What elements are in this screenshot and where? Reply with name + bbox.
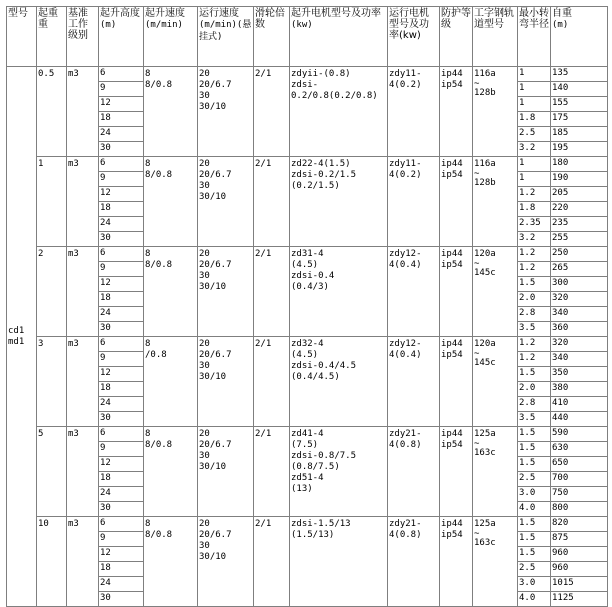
lift-speed-cell: 8 8/0.8 (144, 427, 198, 517)
pulley-cell: 2/1 (254, 427, 290, 517)
radius-cell: 2.8 (518, 307, 551, 322)
weight-cell: 1125 (551, 592, 608, 607)
radius-cell: 1.5 (518, 427, 551, 442)
weight-cell: 250 (551, 247, 608, 262)
track-tilde-text: ~ (474, 349, 480, 359)
weight-cell: 340 (551, 352, 608, 367)
lift-height-cell: 12 (99, 367, 144, 382)
lift-height-cell: 6 (99, 67, 144, 82)
header-lift-motor: 起升电机型号及功率(kw) (290, 7, 388, 67)
grade-cell: m3 (67, 337, 99, 427)
pulley-cell: 2/1 (254, 337, 290, 427)
lift-height-cell: 6 (99, 157, 144, 172)
track-bottom-text: 163c (474, 448, 496, 458)
run-speed-cell: 20 20/6.7 30 30/10 (198, 67, 254, 157)
header-lift-speed: 起升速度 (m/min) (144, 7, 198, 67)
weight-cell: 960 (551, 562, 608, 577)
track-cell (473, 157, 518, 247)
weight-cell: 650 (551, 457, 608, 472)
run-motor-cell: zdy12- 4(0.4) (388, 247, 440, 337)
lift-height-cell: 18 (99, 472, 144, 487)
weight-cell: 875 (551, 532, 608, 547)
header-run-motor: 运行电机型号及功率(kw) (388, 7, 440, 67)
weight-cell: 440 (551, 412, 608, 427)
lift-motor-cell: zd41-4 (7.5) zdsi-0.8/7.5 (0.8/7.5) zd51-4 (13) (290, 427, 388, 517)
weight-cell: 360 (551, 322, 608, 337)
lift-height-cell: 12 (99, 97, 144, 112)
weight-cell: 700 (551, 472, 608, 487)
track-tilde-text: ~ (474, 259, 480, 269)
radius-cell: 1.5 (518, 367, 551, 382)
lift-motor-cell: zdsi-1.5/13 (1.5/13) (290, 517, 388, 607)
weight-cell: 265 (551, 262, 608, 277)
radius-cell: 3.2 (518, 142, 551, 157)
lift-height-cell: 24 (99, 127, 144, 142)
lift-height-cell: 6 (99, 337, 144, 352)
lift-height-cell: 24 (99, 397, 144, 412)
spec-table (6, 6, 608, 607)
track-top-text: 125a (474, 429, 496, 439)
lift-height-cell: 9 (99, 352, 144, 367)
radius-cell: 1.2 (518, 262, 551, 277)
lift-height-cell: 9 (99, 442, 144, 457)
weight-cell: 960 (551, 547, 608, 562)
lift-height-cell: 24 (99, 487, 144, 502)
lift-height-cell: 6 (99, 247, 144, 262)
lift-height-cell: 9 (99, 82, 144, 97)
grade-cell: m3 (67, 67, 99, 157)
radius-cell: 4.0 (518, 592, 551, 607)
weight-cell: 1015 (551, 577, 608, 592)
run-speed-cell: 20 20/6.7 30 30/10 (198, 157, 254, 247)
run-motor-cell: zdy21- 4(0.8) (388, 427, 440, 517)
load-cell: 1 (37, 157, 67, 247)
header-protection: 防护等级 (440, 7, 473, 67)
weight-cell: 410 (551, 397, 608, 412)
pulley-cell: 2/1 (254, 67, 290, 157)
lift-speed-cell: 8 8/0.8 (144, 517, 198, 607)
grade-cell: m3 (67, 517, 99, 607)
track-bottom-text: 128b (474, 88, 496, 98)
protection-cell: ip44 ip54 (440, 157, 473, 247)
radius-cell: 1 (518, 82, 551, 97)
radius-cell: 3.5 (518, 322, 551, 337)
track-cell (473, 517, 518, 607)
lift-speed-cell: 8 8/0.8 (144, 67, 198, 157)
lift-speed-cell: 8 8/0.8 (144, 247, 198, 337)
weight-cell: 380 (551, 382, 608, 397)
radius-cell: 2.8 (518, 397, 551, 412)
lift-height-cell: 24 (99, 217, 144, 232)
track-cell (473, 427, 518, 517)
weight-cell: 350 (551, 367, 608, 382)
radius-cell: 1.8 (518, 112, 551, 127)
run-speed-cell: 20 20/6.7 30 30/10 (198, 337, 254, 427)
weight-cell: 750 (551, 487, 608, 502)
run-speed-cell: 20 20/6.7 30 30/10 (198, 427, 254, 517)
radius-cell: 2.0 (518, 292, 551, 307)
lift-height-cell: 30 (99, 592, 144, 607)
weight-cell: 320 (551, 337, 608, 352)
lift-height-cell: 30 (99, 502, 144, 517)
run-motor-cell: zdy12- 4(0.4) (388, 337, 440, 427)
header-model: 型号 (7, 7, 37, 67)
track-tilde-text: ~ (474, 529, 480, 539)
table-row (7, 157, 608, 172)
header-run-speed-unit: (m/min)(悬挂式) (199, 20, 252, 42)
lift-height-cell: 12 (99, 187, 144, 202)
run-speed-cell: 20 20/6.7 30 30/10 (198, 517, 254, 607)
lift-height-cell: 30 (99, 322, 144, 337)
lift-height-cell: 9 (99, 172, 144, 187)
lift-height-cell: 30 (99, 142, 144, 157)
lift-height-cell: 18 (99, 292, 144, 307)
track-top-text: 120a (474, 339, 496, 349)
lift-height-cell: 12 (99, 547, 144, 562)
lift-speed-cell: 8 8/0.8 (144, 157, 198, 247)
header-grade: 基准工作级别 (67, 7, 99, 67)
track-tilde-text: ~ (474, 439, 480, 449)
run-motor-cell: zdy11- 4(0.2) (388, 67, 440, 157)
lift-height-cell: 18 (99, 382, 144, 397)
radius-cell: 3.2 (518, 232, 551, 247)
table-row (7, 247, 608, 262)
lift-motor-cell: zd22-4(1.5) zdsi-0.2/1.5 (0.2/1.5) (290, 157, 388, 247)
load-cell: 10 (37, 517, 67, 607)
lift-height-cell: 30 (99, 232, 144, 247)
header-lift-motor-unit: (kw) (291, 20, 313, 30)
radius-cell: 2.5 (518, 562, 551, 577)
run-motor-cell: zdy21- 4(0.8) (388, 517, 440, 607)
weight-cell: 235 (551, 217, 608, 232)
load-cell: 2 (37, 247, 67, 337)
radius-cell: 2.35 (518, 217, 551, 232)
radius-cell: 3.5 (518, 412, 551, 427)
track-top-text: 116a (474, 159, 496, 169)
radius-cell: 1 (518, 157, 551, 172)
weight-cell: 205 (551, 187, 608, 202)
table-row (7, 427, 608, 442)
weight-cell: 630 (551, 442, 608, 457)
load-cell: 0.5 (37, 67, 67, 157)
table-row (7, 67, 608, 82)
lift-speed-cell: 8 /0.8 (144, 337, 198, 427)
track-bottom-text: 145c (474, 358, 496, 368)
track-top-text: 125a (474, 519, 496, 529)
lift-height-cell: 6 (99, 517, 144, 532)
pulley-cell: 2/1 (254, 517, 290, 607)
lift-height-cell: 9 (99, 262, 144, 277)
radius-cell: 1 (518, 67, 551, 82)
weight-cell: 190 (551, 172, 608, 187)
lift-height-cell: 24 (99, 307, 144, 322)
track-tilde-text: ~ (474, 169, 480, 179)
lift-height-cell: 12 (99, 457, 144, 472)
weight-cell: 340 (551, 307, 608, 322)
track-top-text: 116a (474, 69, 496, 79)
lift-height-cell: 18 (99, 562, 144, 577)
radius-cell: 1.2 (518, 352, 551, 367)
grade-cell: m3 (67, 157, 99, 247)
lift-height-cell: 18 (99, 202, 144, 217)
track-bottom-text: 128b (474, 178, 496, 188)
spec-table-body (7, 67, 608, 607)
lift-height-cell: 18 (99, 112, 144, 127)
weight-cell: 590 (551, 427, 608, 442)
model-cell: cd1 md1 (7, 67, 37, 607)
radius-cell: 1.5 (518, 277, 551, 292)
header-row (7, 7, 608, 67)
radius-cell: 1.2 (518, 187, 551, 202)
lift-motor-cell: zd31-4 (4.5) zdsi-0.4 (0.4/3) (290, 247, 388, 337)
weight-cell: 255 (551, 232, 608, 247)
weight-cell: 185 (551, 127, 608, 142)
lift-height-cell: 6 (99, 427, 144, 442)
lift-height-cell: 12 (99, 277, 144, 292)
track-cell (473, 67, 518, 157)
header-weight: 自重 (m) (551, 7, 608, 67)
lift-height-cell: 30 (99, 412, 144, 427)
header-lift-height-unit: (m) (100, 20, 117, 30)
radius-cell: 1.5 (518, 457, 551, 472)
weight-cell: 155 (551, 97, 608, 112)
lift-motor-cell: zd32-4 (4.5) zdsi-0.4/4.5 (0.4/4.5) (290, 337, 388, 427)
grade-cell: m3 (67, 247, 99, 337)
radius-cell: 2.0 (518, 382, 551, 397)
weight-cell: 135 (551, 67, 608, 82)
lift-motor-cell: zdyii-(0.8) zdsi- 0.2/0.8(0.2/0.8) (290, 67, 388, 157)
table-row (7, 337, 608, 352)
header-lift-speed-unit: (m/min) (145, 20, 183, 30)
radius-cell: 1.5 (518, 547, 551, 562)
radius-cell: 3.0 (518, 577, 551, 592)
protection-cell: ip44 ip54 (440, 517, 473, 607)
radius-cell: 3.0 (518, 487, 551, 502)
pulley-cell: 2/1 (254, 157, 290, 247)
lift-height-cell: 9 (99, 532, 144, 547)
load-cell: 5 (37, 427, 67, 517)
protection-cell: ip44 ip54 (440, 337, 473, 427)
run-motor-cell: zdy11- 4(0.2) (388, 157, 440, 247)
header-weight-unit: (m) (552, 20, 569, 30)
pulley-cell: 2/1 (254, 247, 290, 337)
header-run-speed: 运行速度 (m/min)(悬挂式) (198, 7, 254, 67)
radius-cell: 1.5 (518, 532, 551, 547)
weight-cell: 140 (551, 82, 608, 97)
track-bottom-text: 145c (474, 268, 496, 278)
table-row (7, 517, 608, 532)
radius-cell: 1 (518, 172, 551, 187)
radius-cell: 2.5 (518, 127, 551, 142)
header-radius: 最小转弯半径 (518, 7, 551, 67)
radius-cell: 1.2 (518, 247, 551, 262)
weight-cell: 175 (551, 112, 608, 127)
track-tilde-text: ~ (474, 79, 480, 89)
weight-cell: 300 (551, 277, 608, 292)
protection-cell: ip44 ip54 (440, 67, 473, 157)
protection-cell: ip44 ip54 (440, 247, 473, 337)
radius-cell: 1 (518, 97, 551, 112)
load-cell: 3 (37, 337, 67, 427)
protection-cell: ip44 ip54 (440, 427, 473, 517)
radius-cell: 1.5 (518, 517, 551, 532)
radius-cell: 1.8 (518, 202, 551, 217)
run-speed-cell: 20 20/6.7 30 30/10 (198, 247, 254, 337)
header-pulley: 滑轮倍数 (254, 7, 290, 67)
header-load: 起重重 (37, 7, 67, 67)
weight-cell: 320 (551, 292, 608, 307)
grade-cell: m3 (67, 427, 99, 517)
lift-height-cell: 24 (99, 577, 144, 592)
track-bottom-text: 163c (474, 538, 496, 548)
header-track: 工字钢轨道型号 (473, 7, 518, 67)
weight-cell: 180 (551, 157, 608, 172)
track-cell (473, 247, 518, 337)
radius-cell: 1.2 (518, 337, 551, 352)
weight-cell: 195 (551, 142, 608, 157)
radius-cell: 4.0 (518, 502, 551, 517)
radius-cell: 2.5 (518, 472, 551, 487)
weight-cell: 220 (551, 202, 608, 217)
radius-cell: 1.5 (518, 442, 551, 457)
track-top-text: 120a (474, 249, 496, 259)
header-lift-height: 起升高度(m) (99, 7, 144, 67)
weight-cell: 800 (551, 502, 608, 517)
track-cell (473, 337, 518, 427)
weight-cell: 820 (551, 517, 608, 532)
